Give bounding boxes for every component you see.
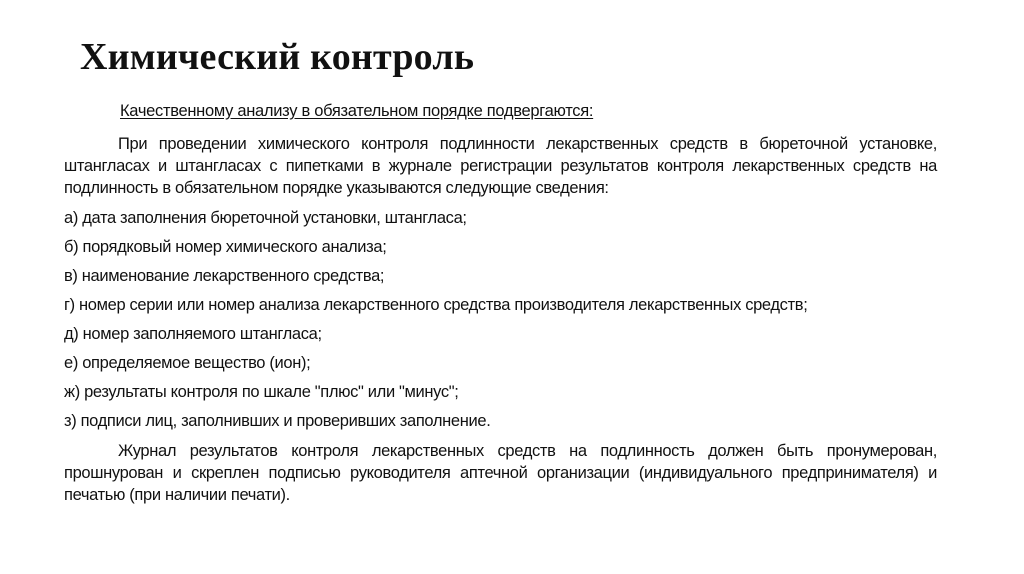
- list-item: з) подписи лиц, заполнивших и проверивших заполнение.: [64, 412, 491, 430]
- list-item: б) порядковый номер химического анализа;: [64, 238, 387, 256]
- list-item: г) номер серии или номер анализа лекарственного средства производителя лекарственных средств;: [64, 296, 808, 314]
- list-item: в) наименование лекарственного средства;: [64, 267, 385, 285]
- list-item: е) определяемое вещество (ион);: [64, 354, 311, 372]
- list-item: ж) результаты контроля по шкале "плюс" или "минус";: [64, 383, 459, 401]
- closing-paragraph: Журнал результатов контроля лекарственных средств на подлинность должен быть пронумерован, прошнурован и скреплен подписью руководителя аптечной организации (индивидуального предпринимателя) и печатью (при наличии печати).: [64, 442, 937, 504]
- requirements-list: [64, 207, 937, 432]
- list-item: а) дата заполнения бюреточной установки, штангласа;: [64, 209, 467, 227]
- list-item: д) номер заполняемого штангласа;: [64, 325, 322, 343]
- slide-body: [64, 133, 937, 514]
- intro-paragraph: При проведении химического контроля подлинности лекарственных средств в бюреточной установке, штангласах и штангласах с пипетками в журнале регистрации результатов контроля лекарственных средств на подлинность в обязательном порядке указываются следующие сведения:: [64, 135, 937, 197]
- slide-subtitle: Качественному анализу в обязательном порядке подвергаются:: [120, 102, 594, 120]
- slide-title: Химический контроль: [80, 36, 475, 78]
